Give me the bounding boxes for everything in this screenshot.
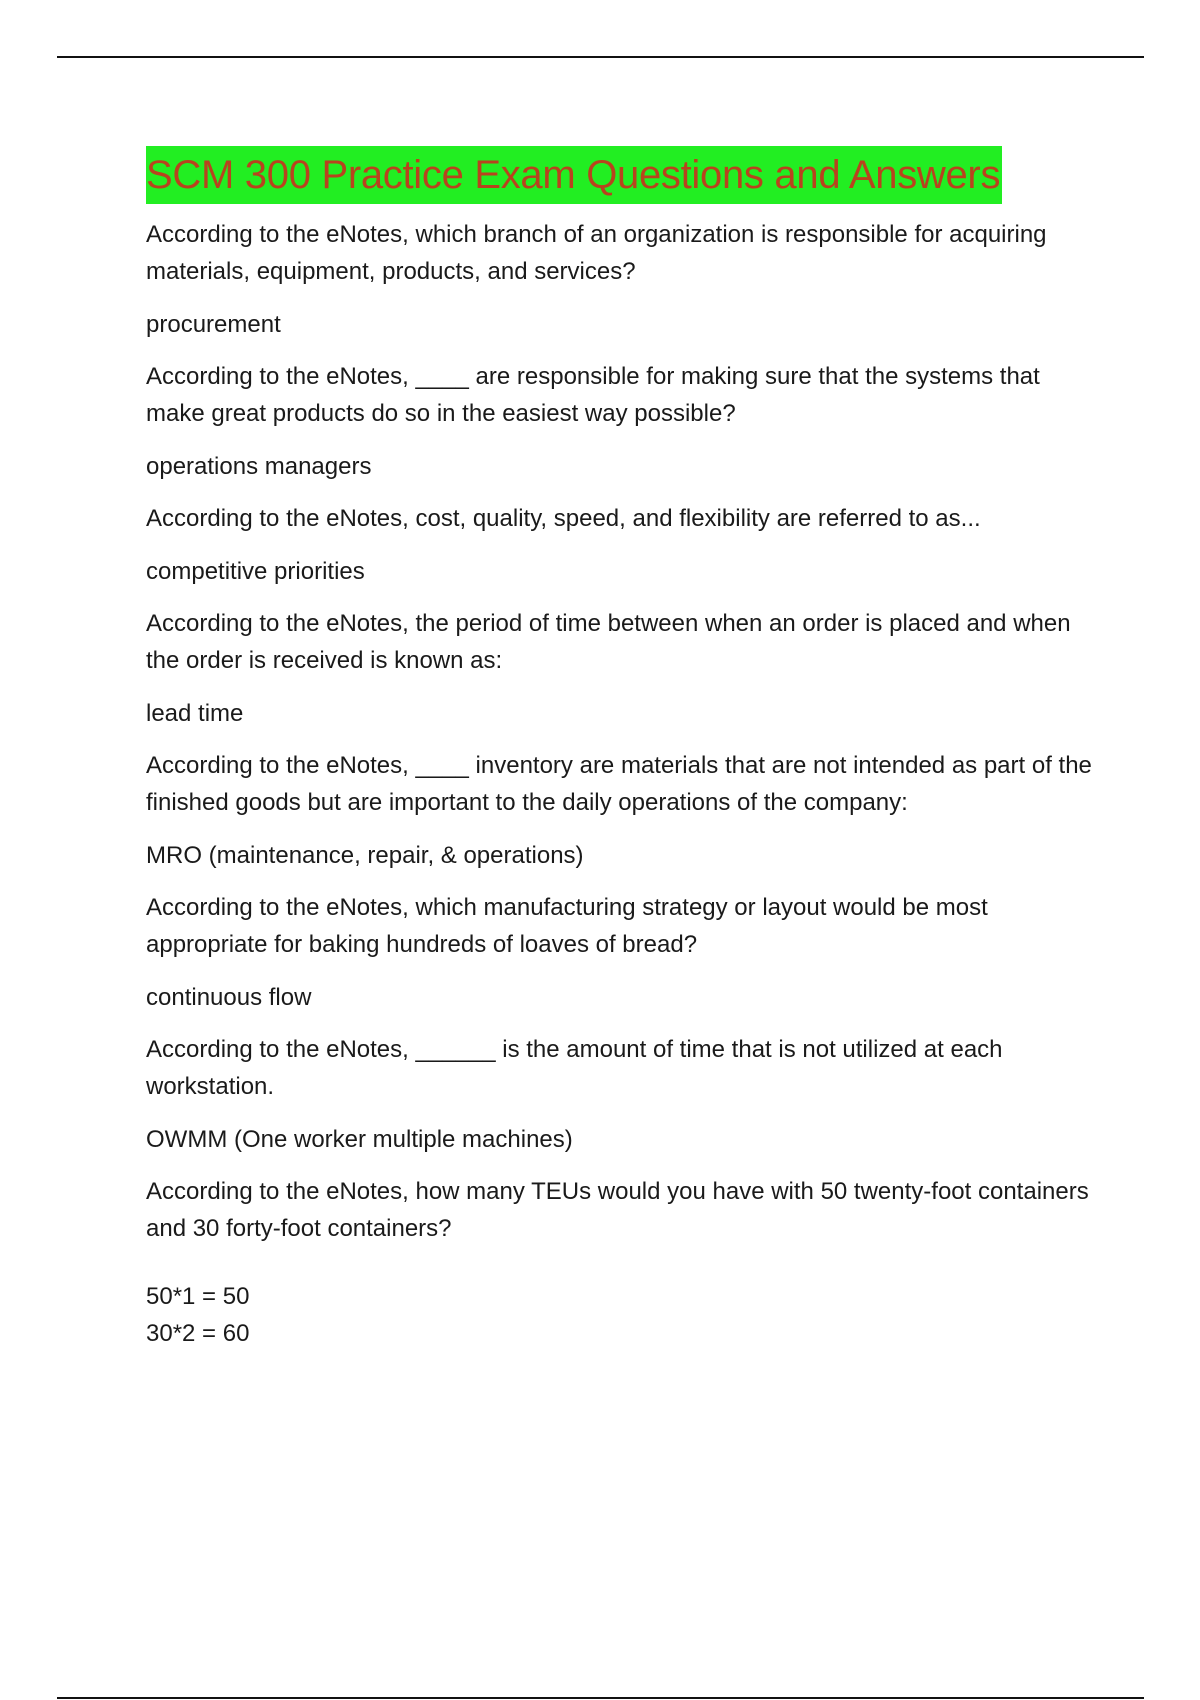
answer-4: lead time (146, 700, 244, 727)
answer-6: continuous flow (146, 984, 312, 1011)
answer-8-line-1: 50*1 = 50 (146, 1283, 250, 1310)
answer-1: procurement (146, 311, 281, 338)
question-3: According to the eNotes, cost, quality, speed, and flexibility are referred to as... (146, 505, 981, 532)
answer-8 (146, 1278, 1096, 1352)
title-highlight (146, 146, 1002, 204)
qa-list (146, 216, 1096, 1352)
answer-5: MRO (maintenance, repair, & operations) (146, 842, 584, 869)
question-2: According to the eNotes, ____ are responsible for making sure that the systems that make great products do so in the easiest way possible? (146, 363, 1040, 427)
question-8: According to the eNotes, how many TEUs would you have with 50 twenty-foot containers and 30 forty-foot containers? (146, 1178, 1089, 1242)
question-7: According to the eNotes, ______ is the amount of time that is not utilized at each workstation. (146, 1036, 1003, 1100)
question-5: According to the eNotes, ____ inventory are materials that are not intended as part of the finished goods but are important to the daily operations of the company: (146, 752, 1092, 816)
footer-rule (57, 1697, 1144, 1699)
answer-2: operations managers (146, 453, 372, 480)
header-rule (57, 56, 1144, 58)
page-title: SCM 300 Practice Exam Questions and Answers (146, 153, 1001, 197)
answer-3: competitive priorities (146, 558, 365, 585)
question-1: According to the eNotes, which branch of an organization is responsible for acquiring materials, equipment, products, and services? (146, 221, 1047, 285)
answer-8-line-2: 30*2 = 60 (146, 1320, 250, 1347)
answer-7: OWMM (One worker multiple machines) (146, 1126, 573, 1153)
question-6: According to the eNotes, which manufacturing strategy or layout would be most appropriate for baking hundreds of loaves of bread? (146, 894, 988, 958)
question-4: According to the eNotes, the period of time between when an order is placed and when the order is received is known as: (146, 610, 1071, 674)
page-content (146, 146, 1096, 1352)
